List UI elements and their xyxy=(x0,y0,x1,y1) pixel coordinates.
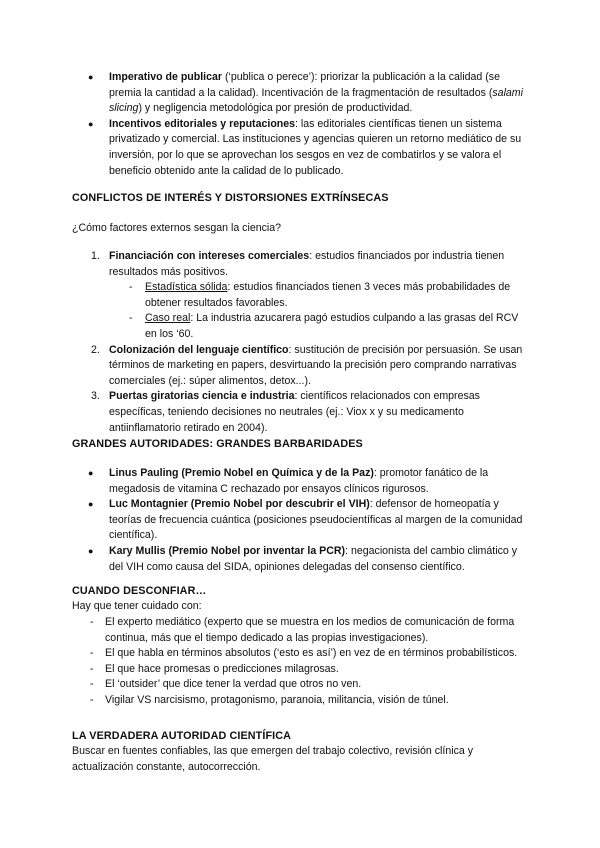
dash-icon: - xyxy=(90,616,94,628)
item-title: Kary Mullis (Premio Nobel por inventar la PCR) xyxy=(109,544,346,557)
dash-icon: - xyxy=(90,647,94,660)
item-title: Financiación con intereses comerciales xyxy=(109,250,310,262)
section-heading-verdadera: LA VERDADERA AUTORIDAD CIENTÍFICA xyxy=(72,730,292,742)
item-title: Incentivos editoriales y reputaciones xyxy=(109,117,296,130)
list-item xyxy=(0,662,525,678)
list-item xyxy=(0,693,525,709)
section-question: ¿Cómo factores externos sesgan la ciencia? xyxy=(72,222,282,234)
section-heading-conflictos: CONFLICTOS DE INTERÉS Y DISTORSIONES EXTRÍNSECAS xyxy=(72,192,389,204)
item-text: : científicos relacionados con empresas específicas, teniendo decisiones no neutrales (ej.: Viox x y su medicamento antiinflamatorio retirado en 2004). xyxy=(109,390,480,434)
list-item xyxy=(0,677,525,693)
item-text: El que habla en términos absolutos (‘esto es así’) en vez de en términos probabilísticos. xyxy=(105,647,518,660)
item-text: : negacionista del cambio climático y del VIH como causa del SIDA, opiniones delegadas del consenso científico. xyxy=(109,544,517,573)
bullet-icon: ● xyxy=(88,118,94,129)
list-item xyxy=(0,615,525,646)
autoridades-list xyxy=(0,466,600,575)
sub-item-label: Estadística sólida xyxy=(145,281,228,294)
list-item xyxy=(0,466,529,497)
item-text: (‘publica o perece’): priorizar la publicación a la calidad (se premia la cantidad a la calidad). Incentivación de la fragmentación de resultados ( xyxy=(109,71,500,99)
desconfiar-list xyxy=(0,615,600,709)
section-heading-desconfiar: CUANDO DESCONFIAR… xyxy=(72,585,207,597)
item-number: 2. xyxy=(91,343,100,356)
top-bullet-list xyxy=(0,70,600,179)
bullet-icon: ● xyxy=(88,468,94,478)
sub-list-item xyxy=(0,280,527,311)
dash-icon: - xyxy=(90,678,94,691)
bullet-icon: ● xyxy=(88,72,94,82)
list-item xyxy=(0,389,529,436)
section-heading-autoridades: GRANDES AUTORIDADES: GRANDES BARBARIDADES xyxy=(72,438,363,450)
item-title: Imperativo de publicar xyxy=(109,71,223,83)
list-item xyxy=(0,544,529,575)
item-text-end: ) y negligencia metodológica por presión de productividad. xyxy=(138,102,413,115)
item-text: El que hace promesas o predicciones milagrosas. xyxy=(105,662,339,675)
item-title: Puertas giratorias ciencia e industria xyxy=(109,390,295,403)
item-number: 3. xyxy=(91,390,100,403)
item-text: : promotor fanático de la megadosis de vitamina C rechazado por ensayos clínicos rigurosos. xyxy=(109,467,489,495)
item-title: Linus Pauling (Premio Nobel en Química y de la Paz) xyxy=(109,467,374,479)
item-text: : defensor de homeopatía y teorías de frecuencia cuántica (posiciones pseudocientíficas al margen de la comunidad científica). xyxy=(109,498,523,542)
dash-icon: - xyxy=(90,693,94,706)
item-text: : sustitución de precisión por persuasión. Se usan términos de marketing en papers, desvirtuando la precisión pero comprando narrativas comerciales (ej.: súper alimentos, detox...). xyxy=(109,343,523,387)
conflictos-list xyxy=(0,249,600,436)
dash-icon: - xyxy=(129,312,133,325)
item-title: Luc Montagnier (Premio Nobel por descubrir el VIH) xyxy=(109,498,370,511)
list-item xyxy=(0,70,529,117)
bullet-icon: ● xyxy=(88,545,94,556)
item-text: : estudios financiados por industria tienen resultados más positivos. xyxy=(109,250,505,278)
dash-icon: - xyxy=(90,662,94,675)
sub-item-text: : La industria azucarera pagó estudios culpando a las grasas del RCV en los ‘60. xyxy=(145,312,519,340)
list-item xyxy=(0,117,529,179)
dash-icon: - xyxy=(129,281,133,294)
item-title: Colonización del lenguaje científico xyxy=(109,343,289,356)
list-item xyxy=(0,249,529,280)
section-intro: Hay que tener cuidado con: xyxy=(72,600,202,612)
sub-item-text: : estudios financiados tienen 3 veces más probabilidades de obtener resultados favorables. xyxy=(145,281,511,309)
item-text: El experto mediático (experto que se muestra en los medios de comunicación de forma continua, más que el tiempo dedicado a las propias investigaciones). xyxy=(105,616,515,644)
item-text: El ‘outsider’ que dice tener la verdad que otros no ven. xyxy=(105,678,362,691)
section-text: Buscar en fuentes confiables, las que emergen del trabajo colectivo, revisión clínica y actualización constante, autocorrección. xyxy=(72,745,474,773)
sub-item-label: Caso real xyxy=(145,312,191,325)
item-text: Vigilar VS narcisismo, protagonismo, paranoia, militancia, visión de túnel. xyxy=(105,693,449,706)
list-item xyxy=(0,646,525,662)
sub-list-item xyxy=(0,311,527,342)
list-item xyxy=(0,343,529,390)
item-number: 1. xyxy=(91,250,100,262)
bullet-icon: ● xyxy=(88,499,94,510)
item-italic: salami slicing xyxy=(109,86,523,115)
list-item xyxy=(0,497,529,544)
item-text: : las editoriales científicas tienen un sistema privatizado y comercial. Las instituciones y agencias quieren un retorno mediático de su inversión, por lo que se aprovechan los sesgos en vez de combatirlos y se valora el beneficio obtenido ante la calidad de lo publicado. xyxy=(109,117,522,177)
